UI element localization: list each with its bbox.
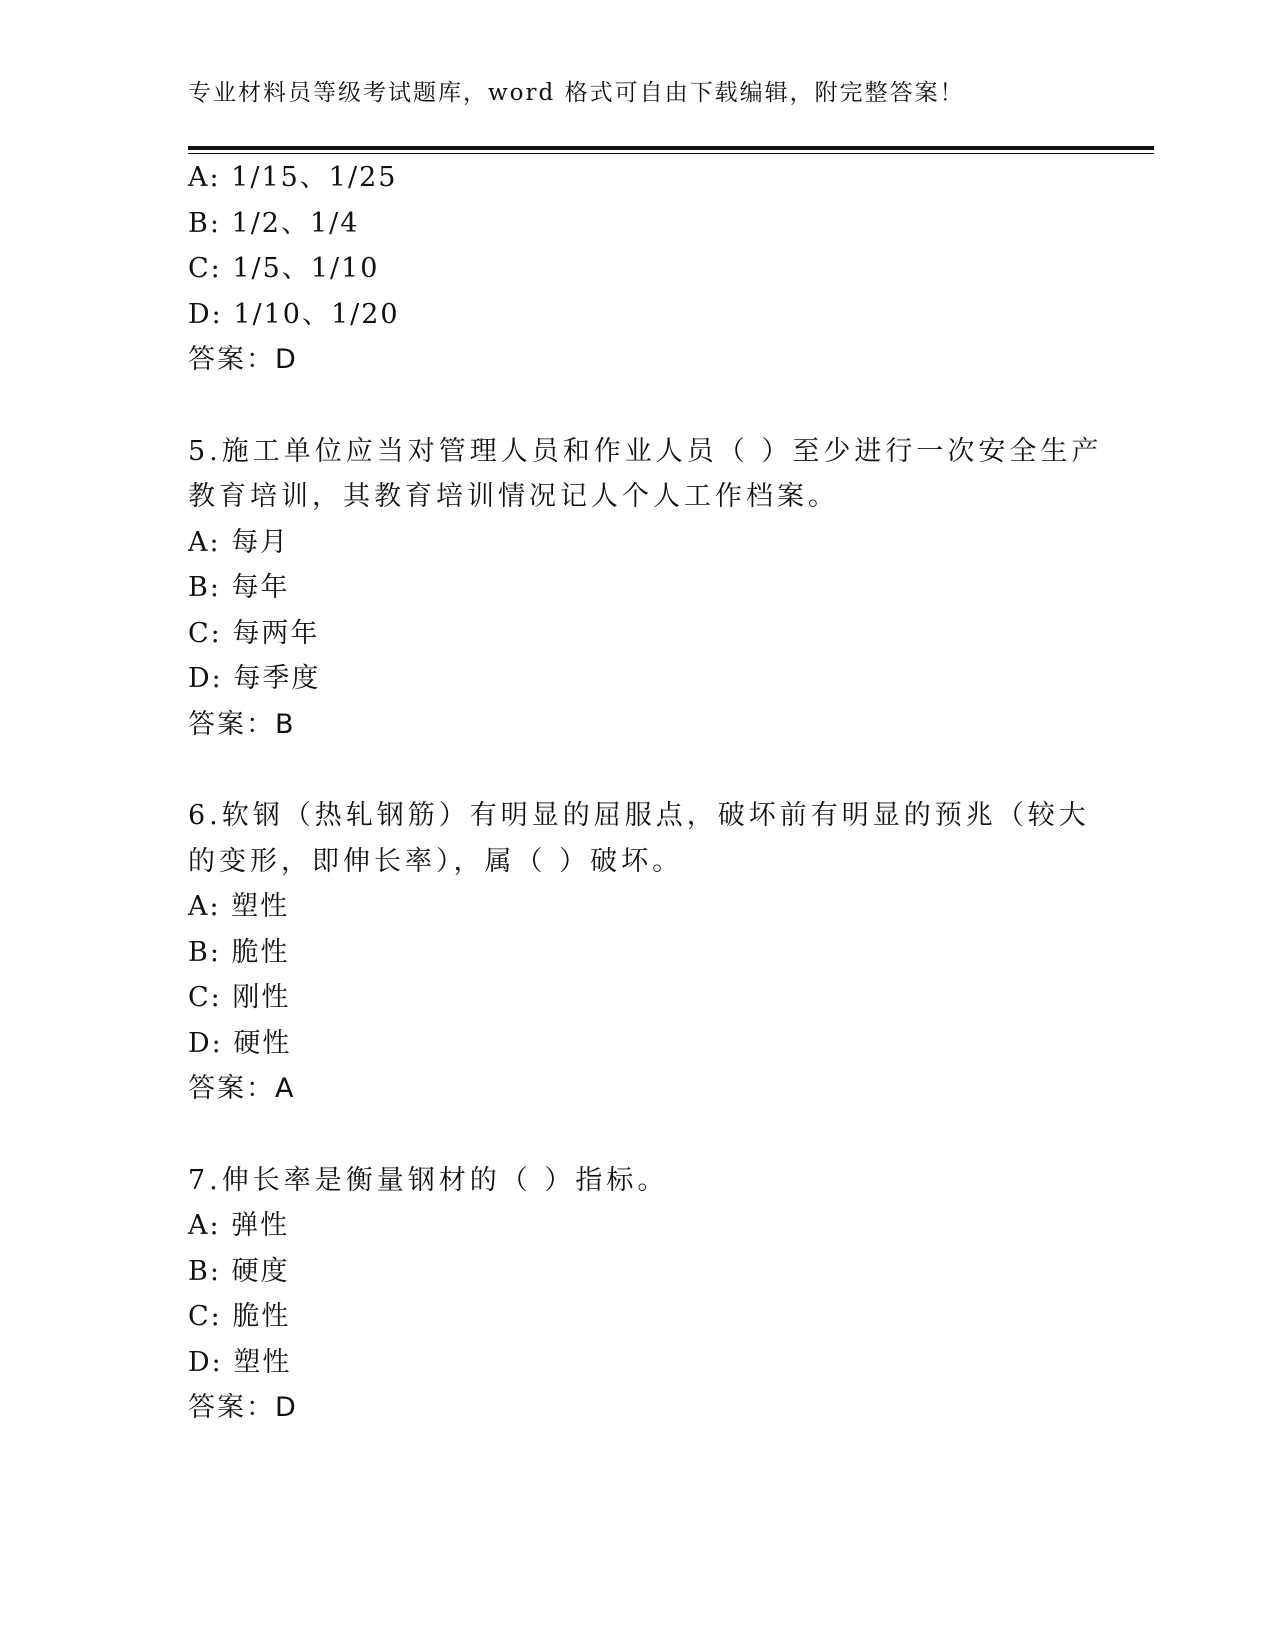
option-a: A: 1/15、1/25 <box>188 162 398 193</box>
option-c: C: 每两年 <box>188 617 320 649</box>
question-block-7 <box>188 1158 1118 1431</box>
option-b: B: 每年 <box>188 572 290 603</box>
answer-line: 答案：B <box>188 708 296 740</box>
header-rule-thin <box>188 153 1154 154</box>
option-d: D: 1/10、1/20 <box>188 298 400 330</box>
answer-line: 答案：D <box>188 344 298 375</box>
page-header: 专业材料员等级考试题库，word 格式可自由下载编辑，附完整答案！ <box>188 80 965 106</box>
answer-line: 答案：D <box>188 1392 298 1423</box>
question-stem: 5.施工单位应当对管理人员和作业人员（ ）至少进行一次安全生产教育培训，其教育培训情况记人个人工作档案。 <box>188 435 1103 512</box>
option-b: B: 1/2、1/4 <box>188 207 360 239</box>
question-block-prev <box>188 155 1118 383</box>
question-stem: 6.软钢（热轧钢筋）有明显的屈服点，破坏前有明显的预兆（较大的变形，即伸长率），属（ ）破坏。 <box>188 800 1090 877</box>
header-rule-thick <box>188 146 1154 150</box>
option-a: A: 弹性 <box>188 1210 290 1241</box>
spacer <box>188 383 1118 429</box>
option-b: B: 硬度 <box>188 1255 290 1287</box>
option-b: B: 脆性 <box>188 936 290 968</box>
option-c: C: 刚性 <box>188 982 291 1013</box>
option-d: D: 每季度 <box>188 663 321 694</box>
question-block-5 <box>188 429 1118 748</box>
spacer <box>188 1112 1118 1158</box>
option-c: C: 脆性 <box>188 1301 291 1332</box>
question-block-6 <box>188 793 1118 1112</box>
question-list <box>188 155 1118 1431</box>
answer-line: 答案：A <box>188 1073 296 1104</box>
question-stem: 7.伸长率是衡量钢材的（ ）指标。 <box>188 1164 669 1196</box>
option-c: C: 1/5、1/10 <box>188 253 380 284</box>
option-a: A: 塑性 <box>188 891 290 922</box>
option-d: D: 硬性 <box>188 1027 292 1059</box>
spacer <box>188 747 1118 793</box>
option-d: D: 塑性 <box>188 1346 292 1378</box>
option-a: A: 每月 <box>188 526 290 558</box>
